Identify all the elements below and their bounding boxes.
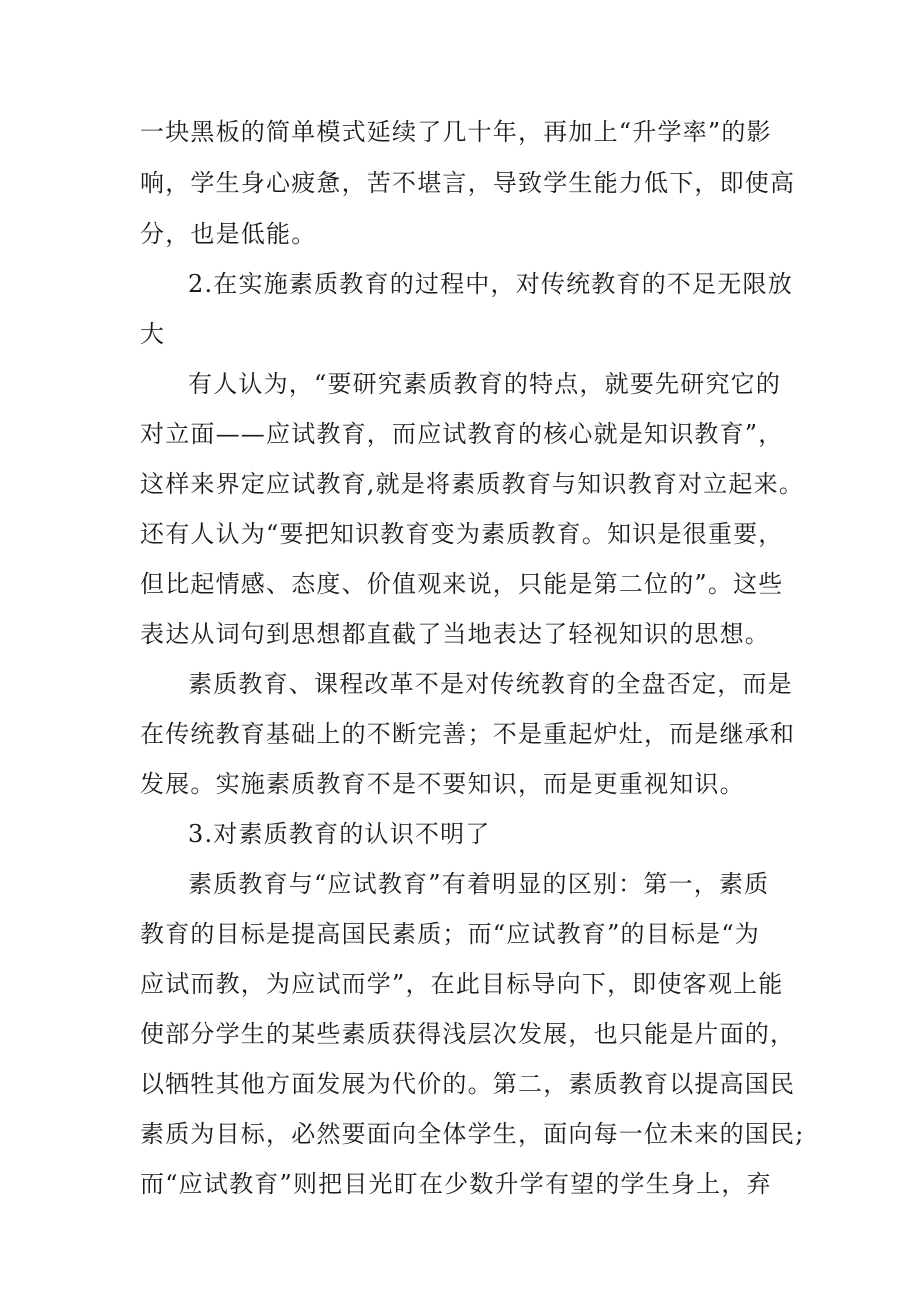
text-line: 分，也是低能。 (140, 220, 317, 248)
section-heading: 3.对素质教育的认识不明了 (188, 820, 491, 848)
text-line: 而“应试教育”则把目光盯在少数升学有望的学生身上，弃 (140, 1170, 772, 1198)
paragraph-first-line: 素质教育与“应试教育”有着明显的区别：第一，素质 (188, 870, 770, 898)
text-line: 素质为目标，必然要面向全体学生，面向每一位未来的国民; (140, 1120, 805, 1148)
text-line: 在传统教育基础上的不断完善；不是重起炉灶，而是继承和 (140, 720, 796, 748)
text-line: 表达从词句到思想都直截了当地表达了轻视知识的思想。 (140, 620, 770, 648)
text-line: 响，学生身心疲惫，苦不堪言，导致学生能力低下，即使高 (140, 169, 796, 197)
paragraph-first-line: 素质教育、课程改革不是对传统教育的全盘否定，而是 (188, 670, 793, 698)
section-heading-continued: 大 (140, 320, 166, 348)
text-line: 一块黑板的简单模式延续了几十年，再加上“升学率”的影 (140, 118, 772, 146)
text-line: 发展。实施素质教育不是不要知识，而是更重视知识。 (140, 770, 745, 798)
paragraph-first-line: 有人认为，“要研究素质教育的特点，就要先研究它的 (188, 370, 782, 398)
text-line: 对立面——应试教育，而应试教育的核心就是知识教育”， (140, 420, 784, 448)
text-line: 教育的目标是提高国民素质；而“应试教育”的目标是“为 (140, 920, 761, 948)
text-line: 这样来界定应试教育,就是将素质教育与知识教育对立起来。 (140, 470, 805, 498)
text-line: 应试而教，为应试而学”，在此目标导向下，即使客观上能 (140, 970, 784, 998)
text-line: 使部分学生的某些素质获得浅层次发展，也只能是片面的， (140, 1020, 796, 1048)
section-heading: 2.在实施素质教育的过程中，对传统教育的不足无限放 (188, 270, 793, 298)
text-line: 还有人认为“要把知识教育变为素质教育。知识是很重要， (140, 520, 784, 548)
text-line: 但比起情感、态度、价值观来说，只能是第二位的”。这些 (140, 570, 784, 598)
text-line: 以牺牲其他方面发展为代价的。第二，素质教育以提高国民 (140, 1070, 796, 1098)
